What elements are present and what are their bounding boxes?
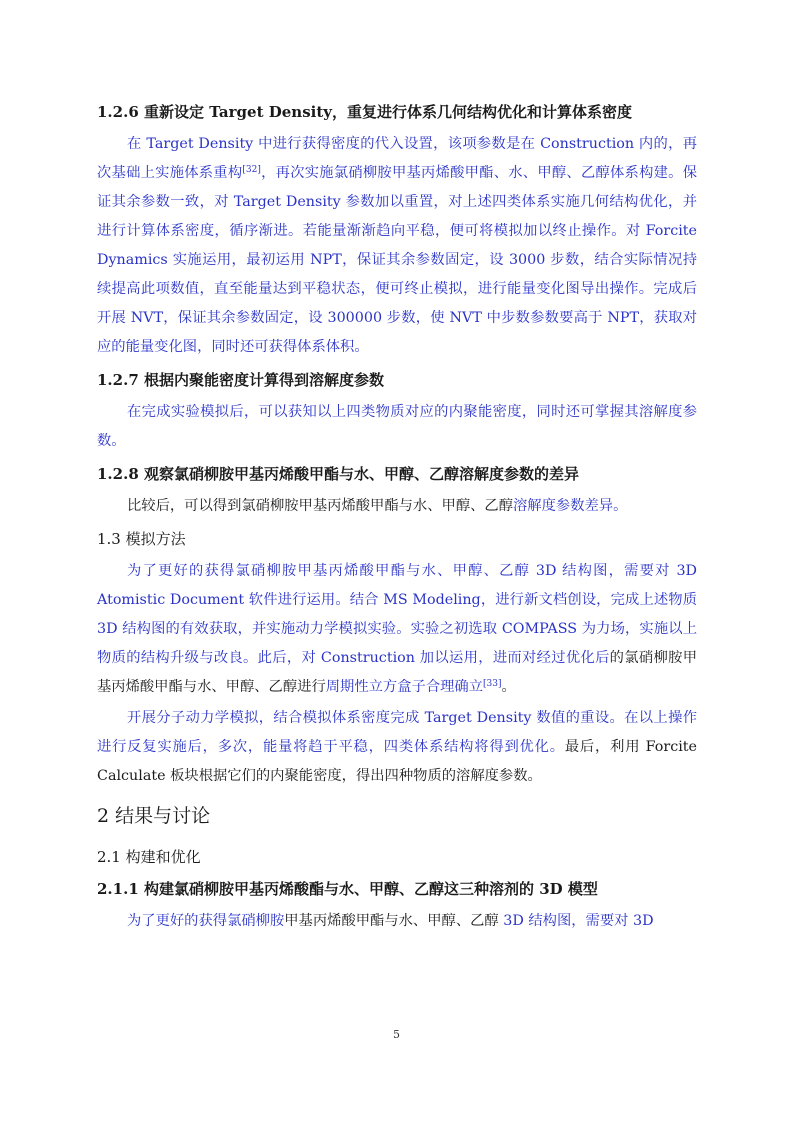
chapter-heading-2: 2 结果与讨论 — [97, 805, 211, 827]
paragraph-text: 在 Target Density 中进行获得密度的代入设置，该项参数是在 Construction 内的，再次基础上实施体系重构 — [97, 136, 697, 181]
citation-ref: [32] — [242, 165, 261, 175]
paragraph-1-2-6 — [97, 130, 697, 362]
paragraph-1-2-7: 在完成实验模拟后，可以获知以上四类物质对应的内聚能密度，同时还可掌握其溶解度参数。 — [97, 404, 697, 449]
paragraph-1-2-8 — [97, 492, 697, 521]
citation-ref: [33] — [483, 679, 502, 689]
paragraph-text: 的氯硝柳胺甲基丙烯酸甲酯与水、甲醇、乙醇进行 — [97, 650, 697, 695]
section-heading-1-3: 1.3 模拟方法 — [97, 530, 186, 548]
paragraph-1-3-b — [97, 704, 697, 791]
paragraph-text: 比较后，可以得到氯硝柳胺甲基丙烯酸甲酯与水、甲醇、乙醇 — [127, 498, 514, 514]
paragraph-text: 甲基丙烯酸甲酯与水、甲醇、乙醇 — [284, 913, 499, 929]
paragraph-text: 。 — [501, 679, 516, 695]
paragraph-1-3-a — [97, 557, 697, 702]
section-heading-2-1: 2.1 构建和优化 — [97, 848, 201, 866]
section-heading-2-1-1: 2.1.1 构建氯硝柳胺甲基丙烯酸酯与水、甲醇、乙醇这三种溶剂的 3D 模型 — [97, 880, 598, 898]
paragraph-2-1-1 — [97, 907, 697, 936]
section-heading-1-2-6: 1.2.6 重新设定 Target Density，重复进行体系几何结构优化和计算体系密度 — [97, 103, 632, 121]
section-heading-1-2-8: 1.2.8 观察氯硝柳胺甲基丙烯酸甲酯与水、甲醇、乙醇溶解度参数的差异 — [97, 465, 579, 483]
paragraph-text-highlight: 为了更好的获得氯硝柳胺甲基丙烯酸甲酯与水、甲醇、乙醇 3D 结构图，需要对 3D Atomistic Document 软件进行运用。结合 MS Modeling，进行新文档创设，完成上述物质 3D 结构图的有效获取，并实施动力学模拟实验。实验之初选取 COMPASS 为力场，实施以上物质的结构升级与改良。此后，对 Construction 加以运用，进而对经过优化后 — [97, 563, 697, 666]
paragraph-text-highlight: 3D 结构图，需要对 3D — [498, 913, 654, 929]
paragraph-text-highlight: 开展分子动力学模拟，结合模拟体系密度完成 Target Density 数值的重设。在以上操作进行反复实施后，多次，能量将趋于平稳，四类体系结构将得到优化。 — [97, 710, 697, 755]
paragraph-text-highlight: 周期性立方盒子合理确立 — [325, 679, 484, 695]
paragraph-text-highlight: 溶解度参数差异。 — [513, 498, 628, 514]
paragraph-text-highlight: 为了更好的获得氯硝柳胺 — [127, 913, 285, 929]
page-number: 5 — [393, 1028, 400, 1041]
section-heading-1-2-7: 1.2.7 根据内聚能密度计算得到溶解度参数 — [97, 371, 384, 389]
paragraph-text: ，再次实施氯硝柳胺甲基丙烯酸甲酯、水、甲醇、乙醇体系构建。保证其余参数一致，对 Target Density 参数加以重置，对上述四类体系实施几何结构优化，并进行计算体系密度，循序渐进。若能量渐渐趋向平稳，便可将模拟加以终止操作。对 Forcite Dynamics 实施运用，最初运用 NPT，保证其余参数固定，设 3000 步数，结合实际情况持续提高此项数值，直至能量达到平稳状态，便可终止模拟，进行能量变化图导出操作。完成后开展 NVT，保证其余参数固定，设 300000 步数，使 NVT 中步数参数要高于 NPT，获取对应的能量变化图，同时还可获得体系体积。 — [97, 165, 698, 355]
paragraph-text: 最后，利用 Forcite Calculate 板块根据它们的内聚能密度，得出四种物质的溶解度参数。 — [97, 739, 697, 784]
page-content — [97, 96, 697, 938]
